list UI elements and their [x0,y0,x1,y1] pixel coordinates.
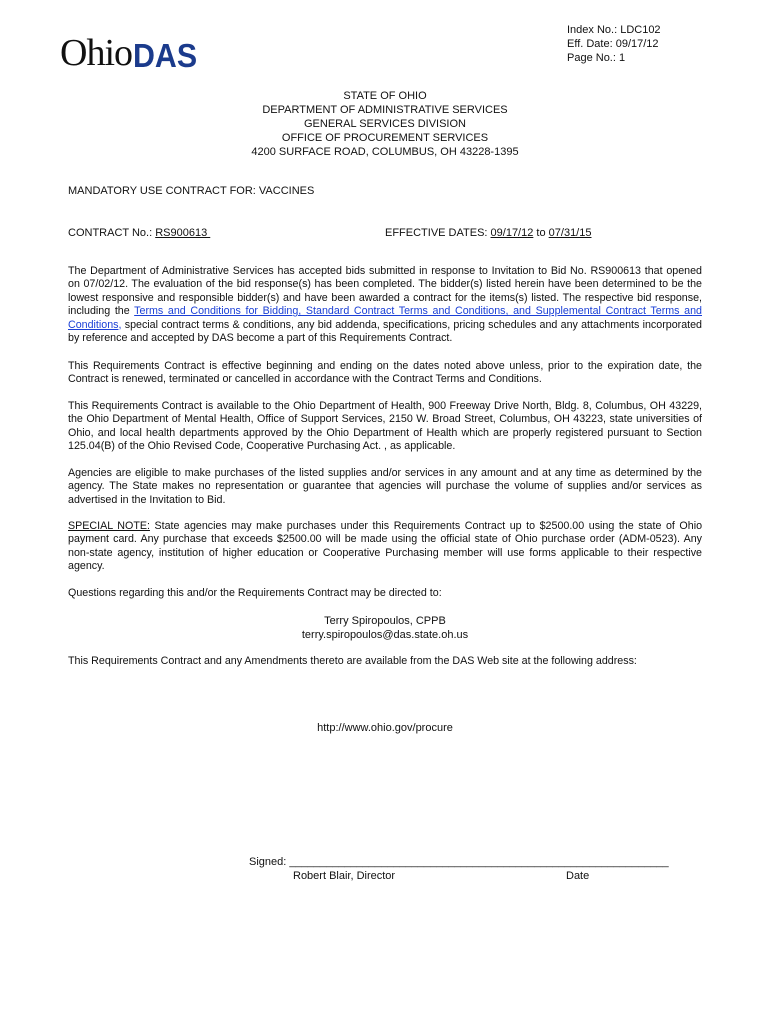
eligibility-paragraph: Agencies are eligible to make purchases of the listed supplies and/or services in any amount and at any time as determined by the agency. The State makes no representation or guarantee that agencies will purchase the volume of supplies and/or services as advertised in the Invitation to Bid. [68,467,702,506]
contact-block [0,614,770,642]
signed-label: Signed: [249,856,290,868]
contract-number-line [68,226,210,240]
special-note-label: SPECIAL NOTE: [68,520,150,532]
effective-dates-line [385,226,591,240]
header-address: 4200 SURFACE ROAD, COLUMBUS, OH 43228-1395 [251,146,519,158]
signature-rule: ______________________________________________________________ [289,856,669,868]
contact-email: terry.spiropoulos@das.state.oh.us [301,629,469,641]
mandatory-use-title: MANDATORY USE CONTRACT FOR: VACCINES [68,185,315,197]
dates-separator: to [533,227,549,239]
agency-header [0,89,770,159]
effective-end-date: 07/31/15 [548,227,592,239]
questions-paragraph: Questions regarding this and/or the Requirements Contract may be directed to: [68,587,442,599]
terms-conditions-link[interactable]: Terms and Conditions for Bidding, Standard Contract Terms and Conditions, and Supplemental Contract Terms and Conditions, [68,305,702,331]
signature-line [249,855,669,869]
award-text-start: The Department of Administrative Services has accepted bids submitted in response to Invitation to Bid No. RS900613 that opened on 07/02/12. The evaluation of the bid response(s) has been completed. The bidder(s) listed herein have been determined to be the lowest responsive and responsible bidder(s) and have been awarded a contract for the items(s) listed. The respective bid response, including the [68,265,702,318]
page-number: Page No.: 1 [567,52,626,64]
signer-name: Robert Blair, Director [293,870,396,882]
index-number: Index No.: LDC102 [567,24,661,36]
header-department: DEPARTMENT OF ADMINISTRATIVE SERVICES [262,104,508,116]
contract-number-label: CONTRACT No.: [68,227,156,239]
index-block [567,23,661,65]
special-note-paragraph [68,520,702,574]
header-state: STATE OF OHIO [343,90,427,102]
contact-name: Terry Spiropoulos, CPPB [324,615,446,627]
logo-ohio-text: Ohio [60,32,132,74]
date-label: Date [566,870,590,882]
effective-paragraph: This Requirements Contract is effective beginning and ending on the dates noted above unless, prior to the expiration date, the Contract is renewed, terminated or cancelled in accordance with the Contract Terms and Conditions. [68,360,702,386]
award-text-end: special contract terms & conditions, any bid addenda, specifications, pricing schedules and any attachments incorporated by reference and accepted by DAS become a part of this Requirements Contract. [68,318,702,345]
web-availability-text: This Requirements Contract and any Amendments thereto are available from the DAS Web site at the following address: [68,655,637,667]
contract-number: RS900613 [155,227,211,239]
ohio-das-logo [60,34,203,72]
procure-url: http://www.ohio.gov/procure [317,722,453,734]
effective-date: Eff. Date: 09/17/12 [567,38,659,50]
effective-start-date: 09/17/12 [490,227,534,239]
logo-das-text: DAS [133,37,198,74]
header-division: GENERAL SERVICES DIVISION [304,118,466,130]
effective-dates-label: EFFECTIVE DATES: [385,227,491,239]
availability-paragraph: This Requirements Contract is available to the Ohio Department of Health, 900 Freeway Drive North, Bldg. 8, Columbus, OH 43229, the Ohio Department of Mental Health, Office of Support Services, 2150 W. Broad Street, Columbus, OH 43223, state universities of Ohio, and local health departments approved by the Ohio Department of Health which are properly registered pursuant to Section 125.04(B) of the Ohio Revised Code, Cooperative Purchasing Act. , as applicable. [68,400,702,453]
special-note-text: State agencies may make purchases under this Requirements Contract up to $2500.00 using the state of Ohio payment card. Any purchase that exceeds $2500.00 will be made using the official state of Ohio purchase order (ADM-0523). Any non-state agency, institution of higher education or Cooperative Purchasing member will use forms applicable to their respective agency. [68,520,703,573]
award-paragraph [68,265,702,345]
header-office: OFFICE OF PROCUREMENT SERVICES [281,132,489,144]
